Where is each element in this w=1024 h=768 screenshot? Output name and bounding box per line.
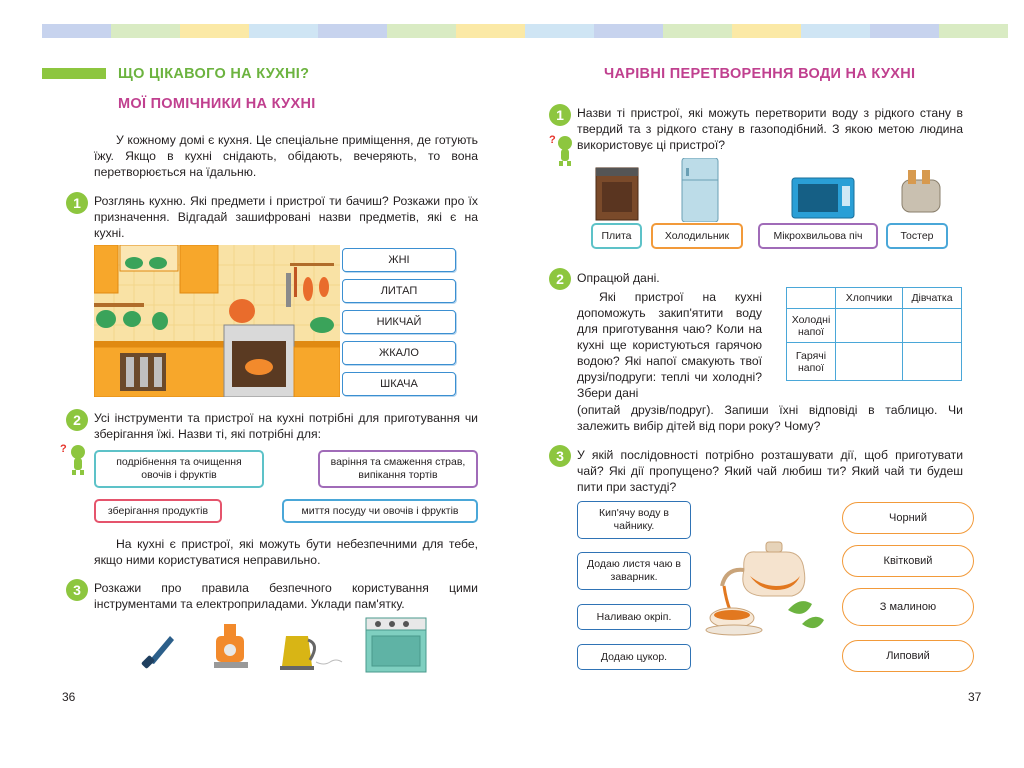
stove-icon [596, 168, 638, 220]
table-col-header: Хлопчики [836, 288, 903, 309]
task-number-1: 1 [549, 104, 571, 126]
tea-step: Додаю листя чаю в заварник. [577, 552, 691, 590]
table-cell[interactable] [903, 309, 962, 343]
appliance-label-toaster: Тостер [886, 223, 948, 249]
appliances-illustration [140, 614, 440, 674]
strip-segment [939, 24, 1008, 38]
task-number-2: 2 [549, 268, 571, 290]
table-row-label: Холодні напої [787, 309, 836, 343]
purpose-box-washing: миття посуду чи овочів і фруктів [282, 499, 478, 523]
tea-step: Додаю цукор. [577, 644, 691, 670]
left-page-title: ЩО ЦІКАВОГО НА КУХНІ? [118, 66, 310, 82]
task-number-2: 2 [66, 409, 88, 431]
task1-text: Розглянь кухню. Які предмети і пристрої ти бачиш? Розкажи про їх призначення. Відгадай зашифровані назви предметів, які є на кухні. [94, 194, 478, 240]
tea-step: Наливаю окріп. [577, 604, 691, 630]
table-row-label: Гарячі напої [787, 343, 836, 381]
task3-text: Розкажи про правила безпечного користування цими інструментами та електроприладами. Уклади пам'ятку. [94, 581, 478, 611]
cipher-word: ЖКАЛО [342, 341, 456, 365]
purpose-box-cooking: варіння та смаження страв, випікання тортів [318, 450, 478, 488]
tea-option: З малиною [842, 588, 974, 626]
page-number-left: 36 [62, 690, 76, 704]
task-number-1: 1 [66, 192, 88, 214]
strip-segment [42, 24, 111, 38]
svg-text:?: ? [60, 443, 67, 455]
refrigerator-icon [682, 158, 718, 222]
tea-option: Чорний [842, 502, 974, 534]
tea-step: Кип'ячу воду в чайнику. [577, 501, 691, 539]
appliance-label-microwave: Мікрохвильова піч [758, 223, 878, 249]
table-col-header: Дівчатка [903, 288, 962, 309]
question-mascot-icon [60, 442, 90, 476]
strip-segment [525, 24, 594, 38]
stove-icon [366, 618, 426, 672]
task-number-3: 3 [549, 445, 571, 467]
kitchen-illustration [94, 245, 340, 397]
tea-option: Липовий [842, 640, 974, 672]
right-task2-lead: Опрацюй дані. [577, 271, 660, 285]
header-accent-bar [42, 68, 106, 79]
svg-text:?: ? [549, 134, 556, 146]
survey-table [786, 287, 962, 381]
purpose-box-storage: зберігання продуктів [94, 499, 222, 523]
tea-option: Квітковий [842, 545, 974, 577]
right-task2-text-tail: (опитай друзів/подруг). Запиши їхні відповіді в таблицю. Чи залежить вибір дітей від пори року? Чому? [577, 403, 963, 433]
question-mascot-icon [549, 133, 577, 167]
task-number-3: 3 [66, 579, 88, 601]
cipher-word: ЖНІ [342, 248, 456, 272]
strip-segment [180, 24, 249, 38]
strip-segment [870, 24, 939, 38]
strip-segment [663, 24, 732, 38]
electric-kettle-icon [280, 636, 342, 670]
strip-segment [111, 24, 180, 38]
strip-segment [594, 24, 663, 38]
top-color-strip [42, 24, 1008, 38]
table-cell[interactable] [903, 343, 962, 381]
purpose-box-chopping: подрібнення та очищення овочів і фруктів [94, 450, 264, 488]
appliance-label-fridge: Холодильник [651, 223, 743, 249]
strip-segment [318, 24, 387, 38]
strip-segment [387, 24, 456, 38]
right-page-title: ЧАРІВНІ ПЕРЕТВОРЕННЯ ВОДИ НА КУХНІ [604, 66, 916, 82]
strip-segment [732, 24, 801, 38]
intro-paragraph: У кожному домі є кухня. Це спеціальне приміщення, де готують їжу. Якщо в кухні снідають, обідають, вечеряють, то вона перетворюється на їдальню. [94, 133, 478, 179]
toaster-icon [902, 170, 940, 212]
appliance-pictures [590, 158, 950, 222]
table-row [787, 343, 962, 381]
strip-segment [249, 24, 318, 38]
right-task2-text: Які пристрої на кухні допоможуть закип'ятити воду для приготування чаю? Коли на кухні ще користуються гарячою водою? Які напої смакують твої друзі/подруги: теплі чи холодні? Збери дані [577, 290, 762, 400]
cipher-word: НИКЧАЙ [342, 310, 456, 334]
knife-icon [141, 636, 174, 669]
teapot-illustration [704, 530, 828, 640]
cipher-word: ШКАЧА [342, 372, 456, 396]
strip-segment [801, 24, 870, 38]
left-page-subtitle: МОЇ ПОМІЧНИКИ НА КУХНІ [118, 96, 316, 112]
page-number-right: 37 [968, 690, 982, 704]
right-task1-text: Назви ті пристрої, які можуть перетворити воду з рідкого стану в твердий та з рідкого стану в газоподібний. З якою метою людина використовує ці пристрої? [577, 106, 963, 152]
safety-warning: На кухні є пристрої, які можуть бути небезпечними для тебе, якщо ними користуватися неправильно. [94, 537, 478, 567]
meat-grinder-icon [214, 624, 248, 668]
appliance-label-stove: Плита [591, 223, 642, 249]
table-cell[interactable] [836, 309, 903, 343]
table-row [787, 309, 962, 343]
cipher-word: ЛИТАП [342, 279, 456, 303]
task2-text: Усі інструменти та пристрої на кухні потрібні для приготування чи зберігання їжі. Назви ті, які потрібні для: [94, 411, 478, 441]
strip-segment [456, 24, 525, 38]
microwave-icon [792, 178, 854, 218]
table-corner-cell [787, 288, 836, 309]
table-cell[interactable] [836, 343, 903, 381]
right-task3-text: У якій послідовності потрібно розташувати дії, щоб приготувати чай? Які дії пропущено? Який чай любиш ти? Який чай ти будеш пити при застуді? [577, 448, 963, 494]
